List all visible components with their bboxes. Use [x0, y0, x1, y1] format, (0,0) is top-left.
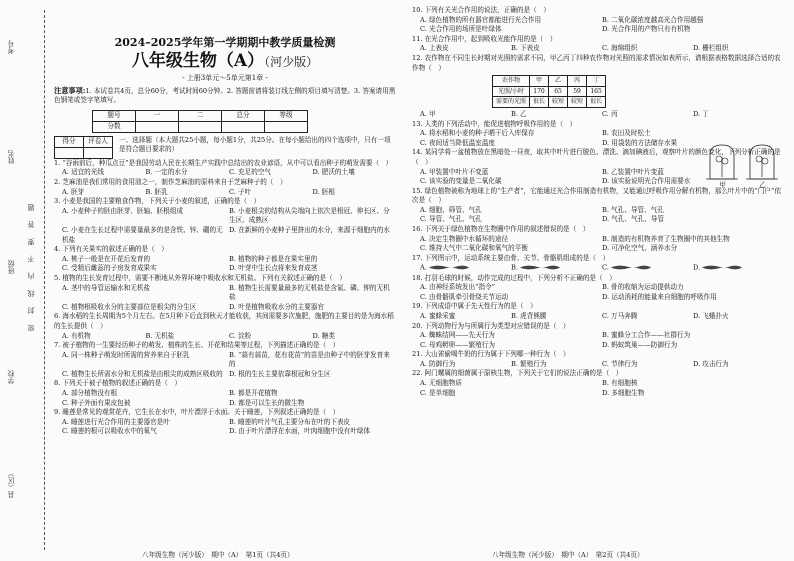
- answer-option[interactable]: B. 蜜蜂分工合作——社群行为: [602, 331, 691, 340]
- answer-option[interactable]: D. 飞蛾扑火: [693, 311, 729, 320]
- bone-joint-icon: [518, 263, 562, 272]
- answer-option[interactable]: A. 桃子一般是在开花后发育的: [62, 254, 151, 263]
- table-cell: 很长: [530, 97, 549, 108]
- question-list-right: [412, 6, 784, 398]
- question-stem: 7. 被子植物的一生要经历种子的萌发、植株的生长、开花和结果等过程，下列描述正确的是（ ）: [54, 341, 340, 350]
- question: [412, 369, 784, 398]
- table-cell: 65: [549, 86, 568, 97]
- section1-heading: 一、选择题（本大题共25小题，每小题1分，共25分。在每小题给出的四个选项中，只有一项是符合题目要求的）: [119, 135, 391, 154]
- answer-option[interactable]: B. 繁殖行为: [511, 359, 547, 368]
- options-row: [54, 303, 396, 313]
- question-stem: 5. 植物的生长发育过程中，需要不断地从外界环境中吸收水和无机盐。下列有关叙述正确的是（ ）: [54, 273, 346, 282]
- question-stem: 18. 打羽毛球的时候，动作完成的过程中，下列分析不正确的是（ ）: [412, 273, 616, 282]
- answer-option[interactable]: C. 丙: [602, 109, 618, 118]
- options-row: [412, 341, 784, 351]
- answer-option[interactable]: B. 植物的种子都是在果实里的: [229, 254, 318, 263]
- score-header: 题号: [93, 110, 136, 121]
- answer-option[interactable]: D. 多细胞生物: [602, 388, 645, 397]
- options-row: [54, 351, 396, 370]
- answer-option[interactable]: D. 光合作用的产物只有有机物: [602, 25, 691, 34]
- answer-option[interactable]: B. 有细胞核: [602, 379, 638, 388]
- options-row: [412, 244, 784, 254]
- answer-option[interactable]: B. 骨的收缩为运动提供动力: [602, 283, 684, 292]
- answer-option[interactable]: B. 小麦根尖的结构从尖端向上依次是根冠、伸长区、分生区、成熟区: [229, 206, 390, 225]
- answer-option[interactable]: A. 防御行为: [420, 359, 456, 368]
- question-stem: 12. 农作物在不同生长时期对光照的需求不同，甲乙丙丁四种农作物对光照的需求情况如表所示，请根据表格数据选择合适的农作物（ ）: [412, 53, 781, 72]
- question: [412, 350, 784, 369]
- county-label: 县（区）: [7, 470, 15, 498]
- school-label: 学校: [7, 370, 15, 384]
- question-stem: 2. 芝麻油是我们常用的食用油之一，制作芝麻油的原料来自于芝麻种子的（ ）: [54, 178, 287, 186]
- options-row: [54, 284, 396, 303]
- options-row: [54, 226, 396, 245]
- score-cell[interactable]: [179, 121, 222, 132]
- answer-option[interactable]: C. 导管、气孔、气孔: [420, 215, 482, 224]
- options-row: [54, 264, 396, 274]
- grader-cell[interactable]: [55, 147, 84, 158]
- bone-joint-icon: [427, 263, 471, 272]
- page-2: [412, 6, 784, 559]
- answer-option[interactable]: D. 气孔、气孔、导管: [602, 215, 664, 224]
- answer-option[interactable]: C. 该实验的变量是二氧化碳: [420, 177, 502, 186]
- answer-option[interactable]: B.: [511, 263, 602, 273]
- answer-option[interactable]: D. 叶芽中生长点将来发育成茎: [229, 264, 318, 273]
- answer-option[interactable]: D. 叶是植物吸收水分的主要器官: [229, 302, 324, 311]
- answer-option[interactable]: B. 胚乳: [145, 187, 168, 196]
- plant-bell-jar-diagram: [704, 143, 784, 183]
- question: [412, 302, 784, 321]
- answer-option[interactable]: C. 小麦在生长过程中需要量最多的是含铁、锌、硼的无机盐: [62, 225, 223, 244]
- answer-option[interactable]: C. 种子外面有果皮包被: [62, 398, 131, 407]
- options-row: [54, 389, 396, 399]
- question: [54, 178, 396, 197]
- answer-option[interactable]: D. 糖类: [312, 331, 335, 340]
- answer-option[interactable]: B. 无机盐: [145, 331, 175, 340]
- answer-option[interactable]: B. 都是开花植物: [229, 389, 278, 398]
- scope-line: - 上册3单元～5单元第1章 -: [182, 74, 268, 82]
- answer-option[interactable]: C. 夜间适当降低温室温度: [420, 138, 495, 147]
- answer-option[interactable]: C. 万马奔腾: [602, 311, 638, 320]
- question: [412, 35, 784, 54]
- answer-option[interactable]: C. 睡莲的根可以吸收水中的氧气: [62, 427, 157, 436]
- page-1: [54, 6, 396, 559]
- answer-option[interactable]: A. 决定生物圈中水循环的途径: [420, 234, 509, 243]
- question-stem: 15. 绿色植物被称为地球上的“生产者”，它能通过光合作用制造有机物，又能通过呼吸作用分解有机物，那么叶片中的“门户”依次是（ ）: [412, 186, 781, 205]
- question: [412, 254, 784, 274]
- answer-option[interactable]: D. 丁: [693, 109, 709, 118]
- grader-table: [54, 136, 113, 159]
- question-stem: 10. 下列有关光合作用的说法，正确的是（ ）: [412, 6, 550, 14]
- answer-option[interactable]: B. 下表皮: [511, 44, 540, 53]
- question: [54, 408, 396, 437]
- options-row: [412, 110, 784, 120]
- score-header: 二: [179, 110, 222, 121]
- answer-option[interactable]: A. 小麦种子的胚由胚芽、胚轴、胚根组成: [62, 206, 184, 215]
- score-table: [92, 110, 308, 133]
- question: [412, 54, 784, 120]
- answer-option[interactable]: D. 可净化空气、涵养水分: [602, 244, 678, 253]
- answer-option[interactable]: A. 无细胞物质: [420, 379, 462, 388]
- edition-label: （河少版）: [264, 55, 319, 69]
- question-stem: 14. 某同学将一盆植物放在黑暗处一昼夜，取其中叶片进行脱色、漂洗、滴加碘液后，观察叶片的颜色变化，下列分析正确的是（ ）: [412, 148, 781, 166]
- table-cell: 光照/小时: [493, 86, 530, 97]
- answer-option[interactable]: B. 乙: [511, 109, 527, 118]
- question: [412, 6, 784, 35]
- answer-option[interactable]: D. 栅栏组织: [693, 44, 729, 53]
- subject-title: [54, 50, 396, 73]
- answer-option[interactable]: B. 一定的水分: [145, 168, 188, 177]
- answer-option[interactable]: C. 光合作用的场所是叶绿体: [420, 25, 502, 34]
- options-row: [54, 188, 396, 198]
- answer-option[interactable]: D.: [693, 263, 784, 273]
- score-header: 一: [136, 110, 179, 121]
- question: [54, 379, 396, 408]
- answer-option[interactable]: D. 该实验说明光合作用需要水: [602, 177, 691, 186]
- score-row-label: 分数: [93, 121, 136, 132]
- question-stem: 1. “谷雨前后，种瓜点豆”是我国劳动人民在长期生产实践中总结出的农业谚语，从中可以看出种子的萌发需要（ ）: [54, 158, 393, 167]
- answer-option[interactable]: C. 维持大气中二氧化碳和氧气的平衡: [420, 244, 528, 253]
- answer-option[interactable]: C. 是单细胞: [420, 388, 456, 397]
- answer-option[interactable]: D. 胚根: [312, 187, 335, 196]
- figure-label: 甲: [719, 180, 726, 189]
- exam-no-label: 考号: [7, 40, 15, 54]
- question: [412, 322, 784, 351]
- answer-option[interactable]: D. 在新鲜的小麦种子里挤出的水分，来源于细胞内的水: [229, 225, 390, 234]
- table-cell: 农作物: [493, 76, 530, 87]
- question: [54, 341, 396, 379]
- answer-option[interactable]: D. 根的生长主要依靠根冠和分生区: [229, 369, 331, 378]
- table-cell: 丙: [568, 76, 587, 87]
- options-row: [54, 168, 396, 178]
- answer-option[interactable]: C. 植物生长所需水分和无机盐是由根尖的成熟区吸收的: [62, 369, 223, 378]
- options-row: [54, 418, 396, 428]
- answer-option[interactable]: A. 上表皮: [420, 44, 449, 53]
- answer-option[interactable]: D. 用袋装的方法储存水果: [602, 138, 678, 147]
- question: [412, 225, 784, 254]
- notice-label: 注意事项:: [54, 86, 86, 95]
- options-row: [412, 44, 784, 54]
- answer-option[interactable]: A.: [420, 263, 511, 273]
- section1-block: [54, 136, 396, 159]
- score-cell[interactable]: [222, 121, 265, 132]
- question: [54, 159, 396, 178]
- answer-option[interactable]: A. 将水稻和小麦的种子晒干后入库保存: [420, 129, 535, 138]
- question: [412, 187, 784, 225]
- options-row: [412, 215, 784, 225]
- question-stem: 3. 小麦是我国的主要粮食作物，下列关于小麦的叙述，正确的是（ ）: [54, 197, 261, 206]
- answer-option[interactable]: A. 甲: [420, 109, 436, 118]
- options-row: [412, 25, 784, 35]
- options-row: [412, 129, 784, 139]
- question-stem: 13. 人类的下列活动中，能促进植物呼吸作用的是（ ）: [412, 119, 577, 128]
- binding-gutter: [0, 0, 48, 561]
- question-stem: 20. 下列动物行为与所属行为类型对应错误的是（ ）: [412, 321, 570, 330]
- question-stem: 21. 大山雀偷喝牛奶的行为属于下列哪一种行为（ ）: [412, 350, 570, 359]
- options-row: [412, 389, 784, 399]
- footer-right: 八年级生物（河少版） 期中（A） 第2页（共4页）: [492, 551, 644, 559]
- question-stem: 8. 下列关于被子植物的叙述正确的是（ ）: [54, 379, 182, 388]
- bone-joint-icon: [700, 263, 744, 272]
- exam-title: 2024–2025学年第一学期期中教学质量检测: [114, 36, 336, 49]
- options-row: [54, 399, 396, 409]
- answer-option[interactable]: C. 植物根吸收水分的主要部位是根尖的分生区: [62, 302, 197, 311]
- answer-option[interactable]: B. 二氧化碳浓度越高光合作用越强: [602, 15, 704, 24]
- question-stem: 22. 阿门螺属的细菌属于原核生物，下列关于它们的说法正确的是（ ）: [412, 369, 623, 378]
- answer-option[interactable]: B. 气孔、导管、气孔: [602, 205, 664, 214]
- answer-option[interactable]: B. 农田及时松土: [602, 129, 651, 138]
- question-stem: 9. 睡莲是常见的观赏花卉，它生长在水中，叶片漂浮于水面。关于睡莲，下列叙述正确的是（ ）: [54, 408, 340, 417]
- options-row: [54, 255, 396, 265]
- table-cell: 165: [587, 86, 606, 97]
- q12-data-table: [492, 75, 606, 108]
- options-row: [54, 207, 396, 226]
- answer-option[interactable]: D. 运动消耗的能量来自细胞的呼吸作用: [602, 292, 717, 301]
- answer-option[interactable]: A. 绿色植物的所有器官都能进行光合作用: [420, 15, 542, 24]
- footer-left: 八年级生物（河少版） 期中（A） 第1页（共4页）: [142, 551, 294, 559]
- subject-name: 八年级生物（A）: [131, 51, 265, 71]
- question-stem: 16. 下列关于绿色植物在生物圈中作用的叙述错误的是（ ）: [412, 225, 590, 234]
- answer-option[interactable]: B. 植物生长需要量最多的无机盐是含氮、磷、钾的无机盐: [229, 283, 390, 302]
- answer-option[interactable]: A. 适宜的光线: [62, 168, 104, 177]
- question-stem: 11. 在光合作用中，起到吸收光能作用的是（ ）: [412, 34, 557, 43]
- table-cell: 较短: [549, 97, 568, 108]
- question: [412, 274, 784, 303]
- answer-option[interactable]: C. 海绵组织: [602, 44, 638, 53]
- answer-option[interactable]: D. 肥沃的土壤: [312, 168, 355, 177]
- grader-header: 得分: [55, 136, 84, 147]
- answer-option[interactable]: B. 虎背熊腰: [511, 311, 547, 320]
- seal-line-text: 密 封 线 内 不 要 答 题: [27, 200, 35, 332]
- notice: [54, 86, 396, 106]
- class-label: 班级: [7, 260, 15, 274]
- answer-option[interactable]: A. 茎中的导管运输水和无机盐: [62, 283, 151, 292]
- answer-option[interactable]: A. 同一株种子萌发时所需的营养来自于胚乳: [62, 350, 190, 359]
- answer-option[interactable]: A. 胚芽: [62, 187, 85, 196]
- answer-option[interactable]: B. 睡莲的叶片气孔主要分布在叶的下表皮: [229, 417, 351, 426]
- options-row: [412, 16, 784, 26]
- answer-option[interactable]: C. 由骨骼肌牵引骨绕关节运动: [420, 292, 509, 301]
- answer-option[interactable]: D. 蚂蚁筑巢——防御行为: [602, 340, 678, 349]
- table-cell: 乙: [549, 76, 568, 87]
- score-header: 总分: [222, 110, 265, 121]
- options-row: [412, 293, 784, 303]
- question-stem: 4. 下列有关果实的叙述正确的是（ ）: [54, 245, 168, 254]
- options-row: [412, 283, 784, 293]
- options-row: [54, 332, 396, 342]
- table-cell: 甲: [530, 76, 549, 87]
- answer-option[interactable]: A. 有机物: [62, 331, 91, 340]
- answer-option[interactable]: C. 母鸡孵卵——繁殖行为: [420, 340, 495, 349]
- answer-option[interactable]: A. 蜜蜂采蜜: [420, 311, 456, 320]
- answer-option[interactable]: B. 乙装置中叶片变蓝: [602, 167, 664, 176]
- question: [54, 312, 396, 341]
- answer-option[interactable]: C. 淀粉: [229, 331, 252, 340]
- answer-option[interactable]: A. 甲装置中叶片不变蓝: [420, 167, 489, 176]
- options-row: [412, 379, 784, 389]
- table-cell: 很长: [587, 97, 606, 108]
- question-stem: 17. 下列图示中，运动系统主要由骨、关节、骨骼肌组成的是（ ）: [412, 253, 610, 262]
- answer-option[interactable]: B. “蒜有蒜苗，花有花苗”的苗是由种子中的胚芽发育来的: [229, 350, 390, 369]
- grader-header: 评卷人: [84, 136, 113, 147]
- table-cell: 59: [568, 86, 587, 97]
- answer-option[interactable]: C. 节律行为: [602, 359, 638, 368]
- question-stem: 19. 下列成语中属于先天性行为的是（ ）: [412, 302, 537, 311]
- question: [54, 197, 396, 245]
- answer-option[interactable]: A. 细胞、筛管、气孔: [420, 205, 482, 214]
- bone-joint-icon: [609, 263, 653, 272]
- question: [54, 245, 396, 274]
- options-row: [412, 263, 784, 273]
- name-label: 姓名: [7, 150, 15, 164]
- answer-option[interactable]: D. 由于叶片漂浮在水面，叶肉细胞中没有叶绿体: [229, 427, 371, 436]
- answer-option[interactable]: A. 由神经系统发出“指令”: [420, 283, 496, 292]
- table-cell: 丁: [587, 76, 606, 87]
- options-row: [412, 235, 784, 245]
- answer-option[interactable]: C. 充足的空气: [229, 168, 271, 177]
- answer-option[interactable]: A. 部分植物没有根: [62, 389, 118, 398]
- answer-option[interactable]: A. 睡莲进行光合作用的主要器官是叶: [62, 417, 170, 426]
- question-list-left: [54, 159, 396, 437]
- answer-option[interactable]: C. 受精后雌蕊的子房发育成果实: [62, 264, 157, 273]
- table-cell: 需要的光照: [493, 97, 530, 108]
- options-row: [54, 427, 396, 437]
- answer-option[interactable]: D. 攻击行为: [693, 359, 729, 368]
- answer-option[interactable]: B. 制造的有机物养育了生物圈中的其他生物: [602, 234, 730, 243]
- grader-cell[interactable]: [84, 147, 113, 158]
- table-cell: 较短: [568, 97, 587, 108]
- answer-option[interactable]: C.: [602, 263, 693, 273]
- score-header: 等级: [265, 110, 308, 121]
- figure-label: 乙: [759, 180, 766, 189]
- score-cell[interactable]: [265, 121, 308, 132]
- table-cell: 170: [530, 86, 549, 97]
- options-row: [412, 312, 784, 322]
- answer-option[interactable]: D. 都是可以生长的微生物: [229, 398, 305, 407]
- options-row: [412, 331, 784, 341]
- notice-text: 1. 本试卷共4页，总分60分，考试时间60分钟。2. 答题前请将装订线左侧的项目填写清楚。3. 答案请用黑色钢笔或签字笔填写。: [54, 87, 396, 105]
- answer-option[interactable]: A. 蜘蛛结网——先天行为: [420, 331, 495, 340]
- seal-cut-line: [44, 10, 45, 550]
- question: [412, 148, 784, 189]
- score-cell[interactable]: [136, 121, 179, 132]
- question-stem: 6. 海水稻的生长周期为5个月左右。在5月种下后直到秋天才能收获，其间需要多次施肥，施肥的主要目的是为海水稻的生长提供（ ）: [54, 312, 394, 330]
- question: [54, 274, 396, 312]
- answer-option[interactable]: C. 子叶: [229, 187, 252, 196]
